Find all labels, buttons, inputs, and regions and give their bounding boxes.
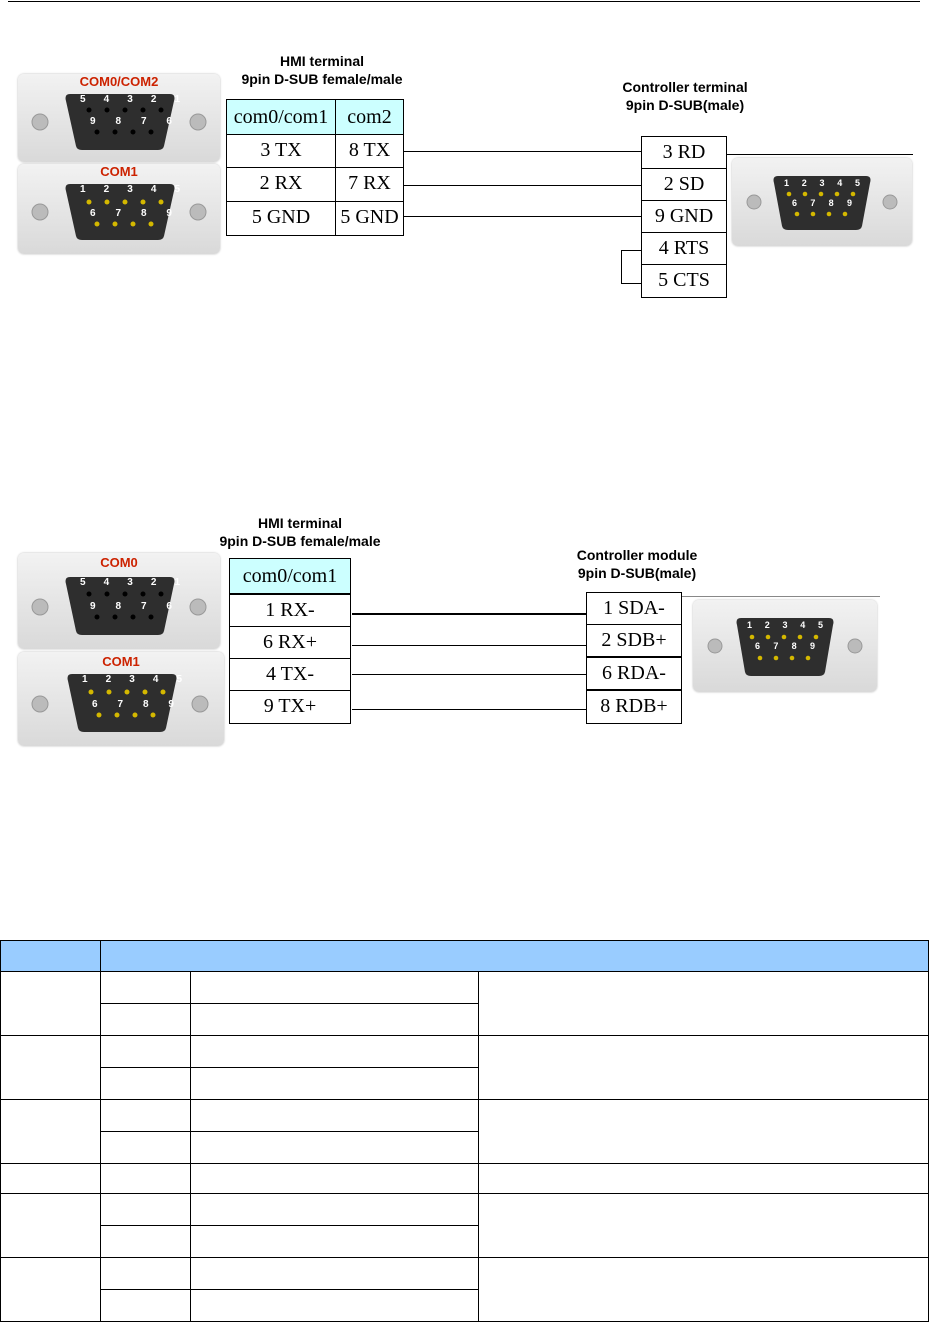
table-cell bbox=[100, 1036, 190, 1068]
hmi-connector-com1 bbox=[18, 652, 224, 746]
hmi-connector-com0-com2 bbox=[18, 74, 220, 162]
table-cell bbox=[100, 1004, 190, 1036]
table-cell bbox=[479, 1164, 929, 1194]
table-cell bbox=[1, 1100, 101, 1164]
wire-rts-cts-loop bbox=[621, 250, 622, 283]
pin-number: 9 bbox=[846, 198, 852, 208]
heading-line: Controller terminal bbox=[622, 79, 748, 95]
table-cell bbox=[190, 1258, 479, 1290]
table-cell bbox=[1, 1036, 101, 1100]
pin-number: 3 bbox=[782, 620, 788, 630]
pin-number: 6 bbox=[166, 116, 172, 127]
pin-number: 8 bbox=[115, 116, 122, 127]
pin-number: 8 bbox=[828, 198, 834, 208]
pin-number: 6 bbox=[755, 641, 761, 651]
heading-line: 9pin D-SUB female/male bbox=[219, 533, 381, 549]
connector-label-com1: COM1 bbox=[100, 164, 138, 179]
pin-number: 2 bbox=[103, 184, 110, 195]
controller-module-heading bbox=[548, 546, 726, 582]
wire-tx-minus-to-rda-minus bbox=[352, 674, 586, 675]
hmi-header-com0-com1: com0/com1 bbox=[226, 99, 336, 135]
pin-number: 5 bbox=[854, 178, 860, 188]
table-header-cell bbox=[100, 941, 928, 972]
table-cell bbox=[190, 1132, 479, 1164]
controller-pin-cell: 1 SDA- bbox=[586, 592, 682, 625]
settings-table bbox=[0, 940, 929, 1322]
heading-line: 9pin D-SUB female/male bbox=[241, 71, 403, 87]
table-cell bbox=[190, 1004, 479, 1036]
table-cell bbox=[1, 1194, 101, 1258]
table-cell bbox=[100, 1290, 190, 1322]
hmi-terminal-heading bbox=[198, 514, 402, 550]
pin-number: 7 bbox=[810, 198, 816, 208]
pin-number: 6 bbox=[792, 198, 798, 208]
pin-number: 3 bbox=[127, 94, 133, 105]
pin-number: 1 bbox=[174, 94, 180, 105]
table-cell bbox=[190, 1036, 479, 1068]
hmi-pin-cell: 6 RX+ bbox=[229, 626, 351, 659]
heading-line: 9pin D-SUB(male) bbox=[577, 565, 697, 581]
wire-tx-to-rd bbox=[404, 151, 641, 152]
pin-number: 2 bbox=[801, 178, 807, 188]
hmi-pin-cell: 9 TX+ bbox=[229, 690, 351, 724]
pin-number: 7 bbox=[115, 208, 122, 219]
pin-number: 1 bbox=[82, 674, 88, 685]
heading-line: Controller module bbox=[576, 547, 698, 563]
pin-number: 9 bbox=[168, 699, 174, 710]
controller-connector bbox=[732, 158, 912, 246]
table-cell bbox=[100, 1194, 190, 1226]
pin-number: 9 bbox=[90, 116, 96, 127]
controller-pin-cell: 8 RDB+ bbox=[586, 690, 682, 724]
table-cell bbox=[1, 972, 101, 1036]
table-cell bbox=[479, 1258, 929, 1322]
heading-line: 9pin D-SUB(male) bbox=[625, 97, 745, 113]
controller-terminal-heading bbox=[595, 78, 775, 114]
hmi-connector-com1 bbox=[18, 164, 220, 254]
pin-number: 4 bbox=[150, 184, 157, 195]
controller-connector-rule bbox=[682, 596, 880, 597]
pin-number: 5 bbox=[176, 674, 182, 685]
pin-number: 1 bbox=[784, 178, 790, 188]
wire-rx-plus-to-sdb-plus bbox=[352, 645, 586, 646]
hmi-pin-cell: 5 GND bbox=[335, 201, 404, 236]
controller-pin-cell: 2 SD bbox=[641, 168, 727, 201]
wire-tx-plus-to-rdb-plus bbox=[352, 709, 586, 710]
pin-number: 9 bbox=[90, 601, 96, 612]
pin-number: 5 bbox=[80, 94, 86, 105]
table-cell bbox=[190, 1290, 479, 1322]
pin-number: 7 bbox=[117, 699, 124, 710]
hmi-pin-cell: 1 RX- bbox=[229, 594, 351, 627]
connector-label-com1: COM1 bbox=[102, 654, 140, 669]
hmi-header-com0-com1: com0/com1 bbox=[229, 558, 351, 594]
table-cell bbox=[100, 1132, 190, 1164]
pin-number: 2 bbox=[764, 620, 770, 630]
heading-line: HMI terminal bbox=[279, 53, 364, 69]
wire-rts-cts-loop bbox=[621, 250, 641, 251]
heading-line: HMI terminal bbox=[257, 515, 342, 531]
table-cell bbox=[190, 1100, 479, 1132]
pin-number: 7 bbox=[140, 116, 147, 127]
hmi-pin-cell: 5 GND bbox=[226, 201, 336, 236]
connector-label-com0-com2: COM0/COM2 bbox=[79, 74, 159, 89]
table-cell bbox=[190, 1226, 479, 1258]
pin-number: 8 bbox=[142, 699, 149, 710]
table-cell bbox=[190, 972, 479, 1004]
table-cell bbox=[100, 1068, 190, 1100]
pin-number: 8 bbox=[140, 208, 147, 219]
hmi-pin-cell: 7 RX bbox=[335, 167, 404, 202]
pin-number: 1 bbox=[747, 620, 753, 630]
pin-number: 6 bbox=[166, 601, 172, 612]
pin-number: 2 bbox=[150, 577, 157, 588]
table-cell bbox=[479, 972, 929, 1036]
pin-number: 6 bbox=[92, 699, 98, 710]
pin-number: 3 bbox=[819, 178, 825, 188]
pin-number: 6 bbox=[90, 208, 96, 219]
pin-number: 3 bbox=[127, 184, 133, 195]
pin-number: 4 bbox=[103, 577, 110, 588]
pin-number: 5 bbox=[817, 620, 823, 630]
pin-number: 4 bbox=[800, 620, 806, 630]
hmi-header-com2: com2 bbox=[335, 99, 404, 135]
pin-number: 1 bbox=[174, 577, 180, 588]
hmi-connector-com0 bbox=[18, 553, 220, 649]
table-header-cell bbox=[1, 941, 101, 972]
controller-connector bbox=[693, 600, 877, 692]
page-top-rule bbox=[8, 1, 920, 2]
wire-gnd-to-gnd bbox=[404, 216, 641, 217]
pin-number: 5 bbox=[174, 184, 180, 195]
table-cell bbox=[100, 1164, 190, 1194]
table-cell bbox=[479, 1194, 929, 1258]
controller-pin-cell: 6 RDA- bbox=[586, 657, 682, 690]
hmi-pin-cell: 4 TX- bbox=[229, 658, 351, 691]
wire-rx-to-sd bbox=[404, 185, 641, 186]
pin-number: 3 bbox=[129, 674, 135, 685]
pin-number: 4 bbox=[837, 178, 843, 188]
pin-number: 9 bbox=[809, 641, 815, 651]
table-cell bbox=[190, 1194, 479, 1226]
pin-number: 8 bbox=[115, 601, 122, 612]
table-cell bbox=[479, 1036, 929, 1100]
pin-number: 1 bbox=[80, 184, 86, 195]
table-cell bbox=[479, 1100, 929, 1164]
pin-number: 7 bbox=[140, 601, 147, 612]
pin-number: 5 bbox=[80, 577, 86, 588]
table-cell bbox=[100, 1258, 190, 1290]
controller-pin-cell: 9 GND bbox=[641, 200, 727, 233]
controller-pin-cell: 3 RD bbox=[641, 136, 727, 169]
pin-number: 3 bbox=[127, 577, 133, 588]
controller-connector-rule bbox=[727, 154, 913, 155]
hmi-pin-cell: 2 RX bbox=[226, 167, 336, 202]
controller-pin-cell: 4 RTS bbox=[641, 232, 727, 265]
pin-number: 7 bbox=[773, 641, 779, 651]
table-cell bbox=[100, 972, 190, 1004]
table-cell bbox=[1, 1164, 101, 1194]
table-cell bbox=[100, 1100, 190, 1132]
pin-number: 2 bbox=[150, 94, 157, 105]
pin-number: 4 bbox=[103, 94, 110, 105]
hmi-terminal-heading bbox=[222, 52, 422, 88]
table-cell bbox=[100, 1226, 190, 1258]
table-cell bbox=[1, 1258, 101, 1322]
wire-rts-cts-loop bbox=[621, 283, 641, 284]
hmi-pin-cell: 8 TX bbox=[335, 134, 404, 168]
connector-label-com0: COM0 bbox=[100, 555, 138, 570]
wire-rx-minus-to-sda-minus bbox=[352, 613, 586, 615]
table-cell bbox=[190, 1068, 479, 1100]
controller-pin-cell: 5 CTS bbox=[641, 264, 727, 298]
pin-number: 9 bbox=[166, 208, 172, 219]
pin-number: 4 bbox=[152, 674, 159, 685]
controller-pin-cell: 2 SDB+ bbox=[586, 624, 682, 657]
hmi-pin-cell: 3 TX bbox=[226, 134, 336, 168]
table-cell bbox=[190, 1164, 479, 1194]
pin-number: 2 bbox=[105, 674, 112, 685]
pin-number: 8 bbox=[791, 641, 797, 651]
